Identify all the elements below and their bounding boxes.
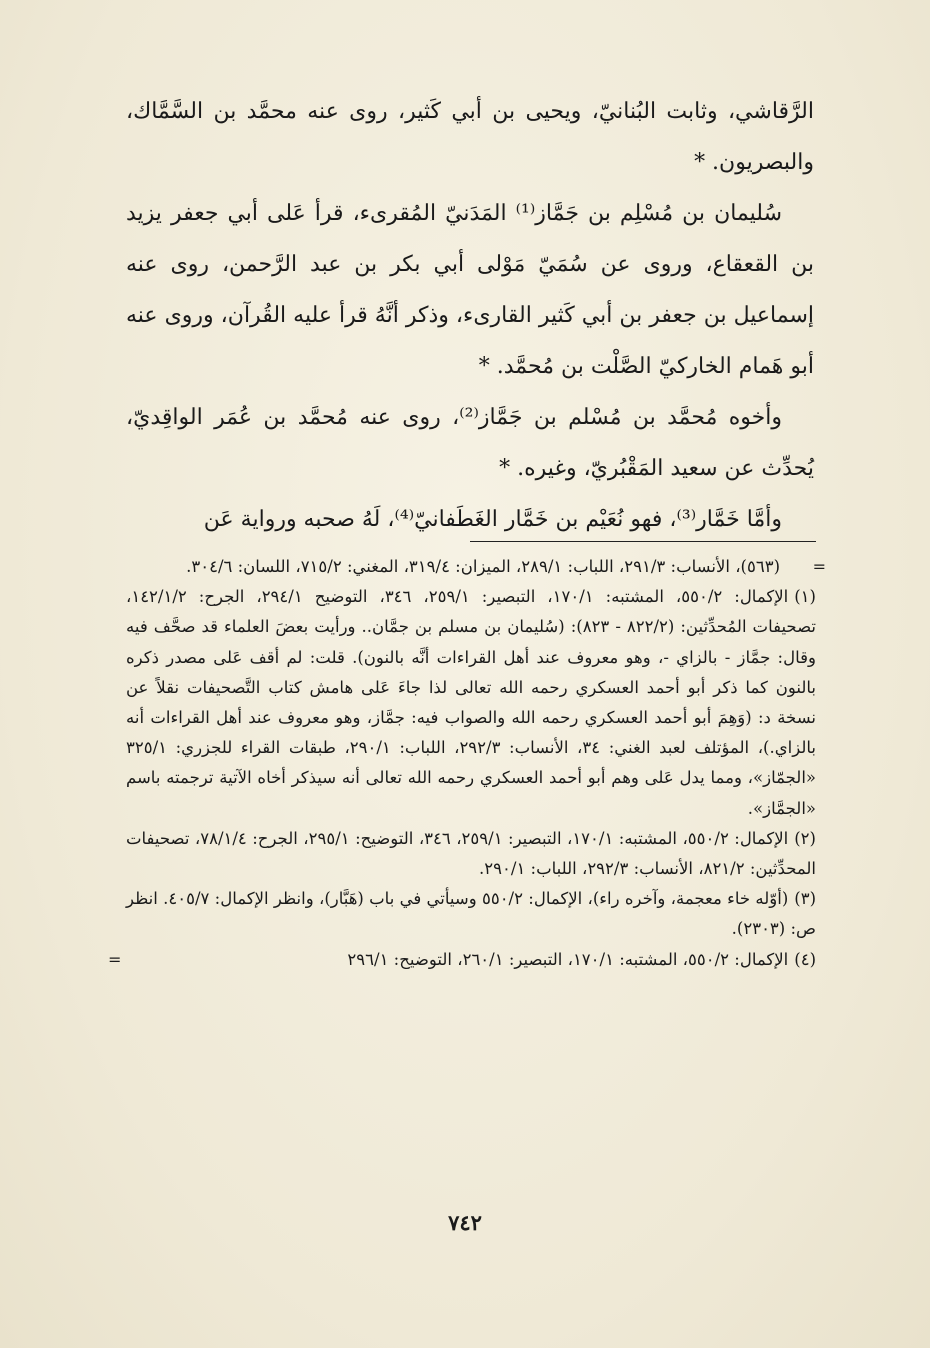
footnote-text: (٥٦٣)، الأنساب: ٢٩١/٣، اللباب: ٢٨٩/١، الميزان: ٣١٩/٤، المغني: ٧١٥/٢، اللسان: ٣٠٤/٦. [186,557,780,576]
footnote-continued [126,552,826,582]
footnote-number: (٣) [794,889,817,909]
footnote-text: الإكمال: ٥٥٠/٢، المشتبه: ١٧٠/١، التبصير: ٢٦٠/١، التوضيح: ٢٩٦/١ [347,949,789,969]
footnote-4 [108,945,816,975]
footnote-number: (٢) [794,828,816,848]
footnotes [108,552,826,975]
page-number: ٧٤٢ [448,1210,482,1235]
footnote-text: الإكمال: ٥٥٠/٢، المشتبه: ١٧٠/١، التبصير: ٢٥٩/١، ٣٤٦، التوضيح: ٢٩٥/١، الجرح: ٧٨/١/٤، تصحيفات المحدِّثين: ٨٢١/٢، الأنساب: ٢٩٢/٣، اللباب: ٢٩٠/١. [126,828,816,879]
main-text [126,86,814,545]
paragraph: وأمَّا خَمَّار⁽³⁾، فهو نُعَيْم بن خَمَّار الغَطَفانيّ⁽⁴⁾، لَهُ صحبه ورواية عَن [203,507,782,532]
paragraph: سُليمان بن مُسْلِم بن جَمَّاز⁽¹⁾ المَدَنيّ المُقرىء، قرأ عَلى أبي جعفر يزيد بن القعقاع، وروى عن سُمَيّ مَوْلى أبي بكر بن عبد الرَّحمن، روى عنه إسماعيل بن جعفر بن أبي كَثير القارىء، وذكر أنَّهُ قرأ عليه القُرآن، وروى عنه أبو هَمام الخاركيّ الصَّلْت بن مُحمَّد. * [126,201,814,379]
footnote-number: (١) [794,587,816,607]
footnote-number: (٤) [794,949,816,969]
paragraph: وأخوه مُحمَّد بن مُسْلم بن جَمَّاز⁽²⁾، روى عنه مُحمَّد بن عُمَر الواقِديّ، يُحدِّث عن سعيد المَقْبُريّ، وغيره. * [126,405,814,481]
footnote-1 [126,582,816,824]
paragraph: الرَّقاشي، وثابت البُنانيّ، ويحيى بن أبي كَثير، روى عنه محمَّد بن السَّمَّاك، والبصريون. * [126,99,814,175]
footnote-text: (أوّله خاء معجمة، وآخره راء)، الإكمال: ٥٥٠/٢ وسيأتي في باب (هَبَّار)، وانظر الإكمال: ٤٠٥/٧. انظر ص: (٢٣٠٣). [126,889,816,939]
footnote-separator [470,541,816,542]
footnote-3 [126,884,816,944]
footnote-2 [126,824,816,884]
continuation-marker: = [108,949,122,969]
continuation-marker: = [812,557,826,576]
footnote-text: الإكمال: ٥٥٠/٢، المشتبه: ١٧٠/١، التبصير: ٢٥٩/١، ٣٤٦، التوضيح ٢٩٤/١، الجرح: ١٤٢/١/٢، تصحيفات المُحدِّثين: (٨٢٢/٢ - ٨٢٣): (سُليمان بن مسلم بن جمَّان.. ورأيت بعضَ العلماء قد صحَّف فيه وقال: جمَّاز - بالزاي -، وهو معروف عند أهل القراءات أنَّه بالنون). قلت: لم أقف عَلى مصدر ذكره بالنون كما ذكر أبو أحمد العسكري رحمه الله تعالى لذا جاءَ عَلى هامش كتاب التَّصحيفات نقلاً عن نسخة د: (وَهِمَ أبو أحمد العسكري رحمه الله والصواب فيه: جمَّاز، وهو معروف عند أهل القراءات أنه بالزاي.)، المؤتلف لعبد الغني: ٣٤، الأنساب: ٢٩٢/٣، اللباب: ٢٩٠/١، طبقات القراء للجزري: ٣٢٥/١ «الجمّاز»، ومما يدل عَلى وهم أبو أحمد العسكري رحمه الله تعالى أنه سيذكر أخاه الآتية ترجمته باسم «الجمَّاز». [126,587,816,818]
